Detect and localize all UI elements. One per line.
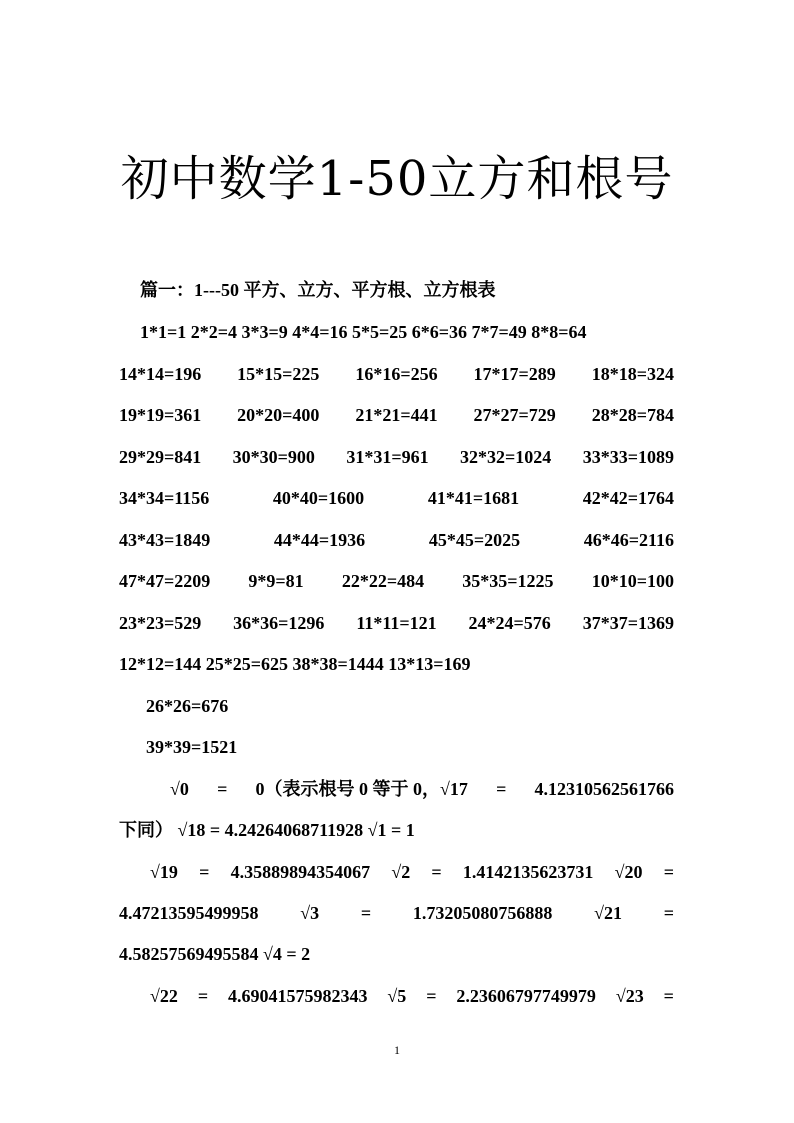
document-title: 初中数学1-50立方和根号	[120, 151, 674, 207]
line-segment: 32*32=1024	[460, 447, 552, 467]
line-segment: 35*35=1225	[462, 571, 554, 591]
line-segment: 42*42=1764	[582, 488, 674, 508]
line-segment: 24*24=576	[468, 613, 551, 633]
line-segment: 40*40=1600	[272, 488, 365, 508]
line-segment: 9*9=81	[248, 571, 304, 591]
text-line	[146, 732, 674, 762]
line-segment: 14*14=196	[119, 364, 202, 384]
line-segment: 11*11=121	[356, 613, 437, 633]
line-segment: 39*39=1521	[146, 737, 238, 757]
section-heading: 篇一：1---50 平方、立方、平方根、立方根表	[140, 280, 496, 300]
line-segment: =	[360, 903, 372, 923]
line-segment: 4.58257569495584 √4 = 2	[119, 944, 311, 964]
text-line	[119, 483, 674, 513]
line-segment: 23*23=529	[119, 613, 202, 633]
line-segment: 17*17=289	[473, 364, 556, 384]
text-line	[119, 815, 674, 845]
line-segment: 19*19=361	[119, 405, 202, 425]
text-line	[146, 691, 674, 721]
line-segment: √19	[150, 862, 178, 882]
text-line	[119, 649, 674, 679]
line-segment: 41*41=1681	[427, 488, 520, 508]
line-segment: 12*12=144 25*25=625 38*38=1444 13*13=169	[119, 654, 471, 674]
line-segment: 47*47=2209	[119, 571, 211, 591]
line-segment: 4.12310562561766	[534, 779, 674, 799]
line-segment: 28*28=784	[591, 405, 674, 425]
line-segment: 21*21=441	[355, 405, 438, 425]
line-segment: 31*31=961	[346, 447, 429, 467]
line-segment: 44*44=1936	[273, 530, 366, 550]
text-line	[150, 857, 674, 887]
line-segment: 2.23606797749979	[456, 986, 596, 1006]
text-line	[119, 442, 674, 472]
line-segment: 29*29=841	[119, 447, 202, 467]
line-segment: 36*36=1296	[233, 613, 325, 633]
line-segment: 43*43=1849	[119, 530, 211, 550]
line-segment: 16*16=256	[355, 364, 438, 384]
text-line	[119, 608, 674, 638]
line-segment: =	[217, 779, 228, 799]
line-segment: 4.69041575982343	[228, 986, 368, 1006]
line-segment: =	[663, 986, 674, 1006]
page-number: 1	[394, 1043, 400, 1057]
text-line	[119, 566, 674, 596]
text-line	[140, 317, 674, 347]
line-segment: 33*33=1089	[582, 447, 674, 467]
line-segment: =	[663, 862, 674, 882]
line-segment: 18*18=324	[591, 364, 674, 384]
line-segment: 0（表示根号 0 等于 0，√17	[255, 779, 468, 799]
line-segment: 46*46=2116	[583, 530, 674, 550]
line-segment: 4.47213595499958	[119, 903, 259, 923]
line-segment: 20*20=400	[237, 405, 320, 425]
text-line	[119, 525, 674, 555]
line-segment: √5	[387, 986, 407, 1006]
text-line	[170, 774, 674, 804]
line-segment: 34*34=1156	[119, 488, 210, 508]
line-segment: 37*37=1369	[582, 613, 674, 633]
line-segment: √2	[391, 862, 411, 882]
line-segment: √20	[614, 862, 643, 882]
text-line	[150, 981, 674, 1011]
line-segment: 10*10=100	[591, 571, 674, 591]
line-segment: 4.35889894354067	[230, 862, 371, 882]
line-segment: =	[496, 779, 507, 799]
line-segment: =	[199, 862, 210, 882]
line-segment: √3	[300, 903, 320, 923]
line-segment: 1.73205080756888	[412, 903, 553, 923]
text-line	[119, 359, 674, 389]
line-segment: √21	[594, 903, 622, 923]
line-segment: √23	[615, 986, 644, 1006]
line-segment: =	[197, 986, 209, 1006]
line-segment: 22*22=484	[341, 571, 425, 591]
line-segment: 45*45=2025	[428, 530, 521, 550]
line-segment: 30*30=900	[232, 447, 315, 467]
text-line	[119, 898, 674, 928]
line-segment: =	[431, 862, 442, 882]
text-line	[119, 939, 674, 969]
line-segment: 1*1=1 2*2=4 3*3=9 4*4=16 5*5=25 6*6=36 7*7=49 8*8=64	[140, 322, 587, 342]
line-segment: √0	[170, 779, 189, 799]
line-segment: 26*26=676	[146, 696, 229, 716]
line-segment: √22	[150, 986, 178, 1006]
line-segment: 下同） √18 = 4.24264068711928 √1 = 1	[119, 820, 415, 840]
line-segment: 15*15=225	[237, 364, 320, 384]
line-segment: =	[426, 986, 437, 1006]
text-line	[119, 400, 674, 430]
line-segment: 1.4142135623731	[462, 862, 594, 882]
line-segment: =	[663, 903, 674, 923]
line-segment: 27*27=729	[473, 405, 556, 425]
